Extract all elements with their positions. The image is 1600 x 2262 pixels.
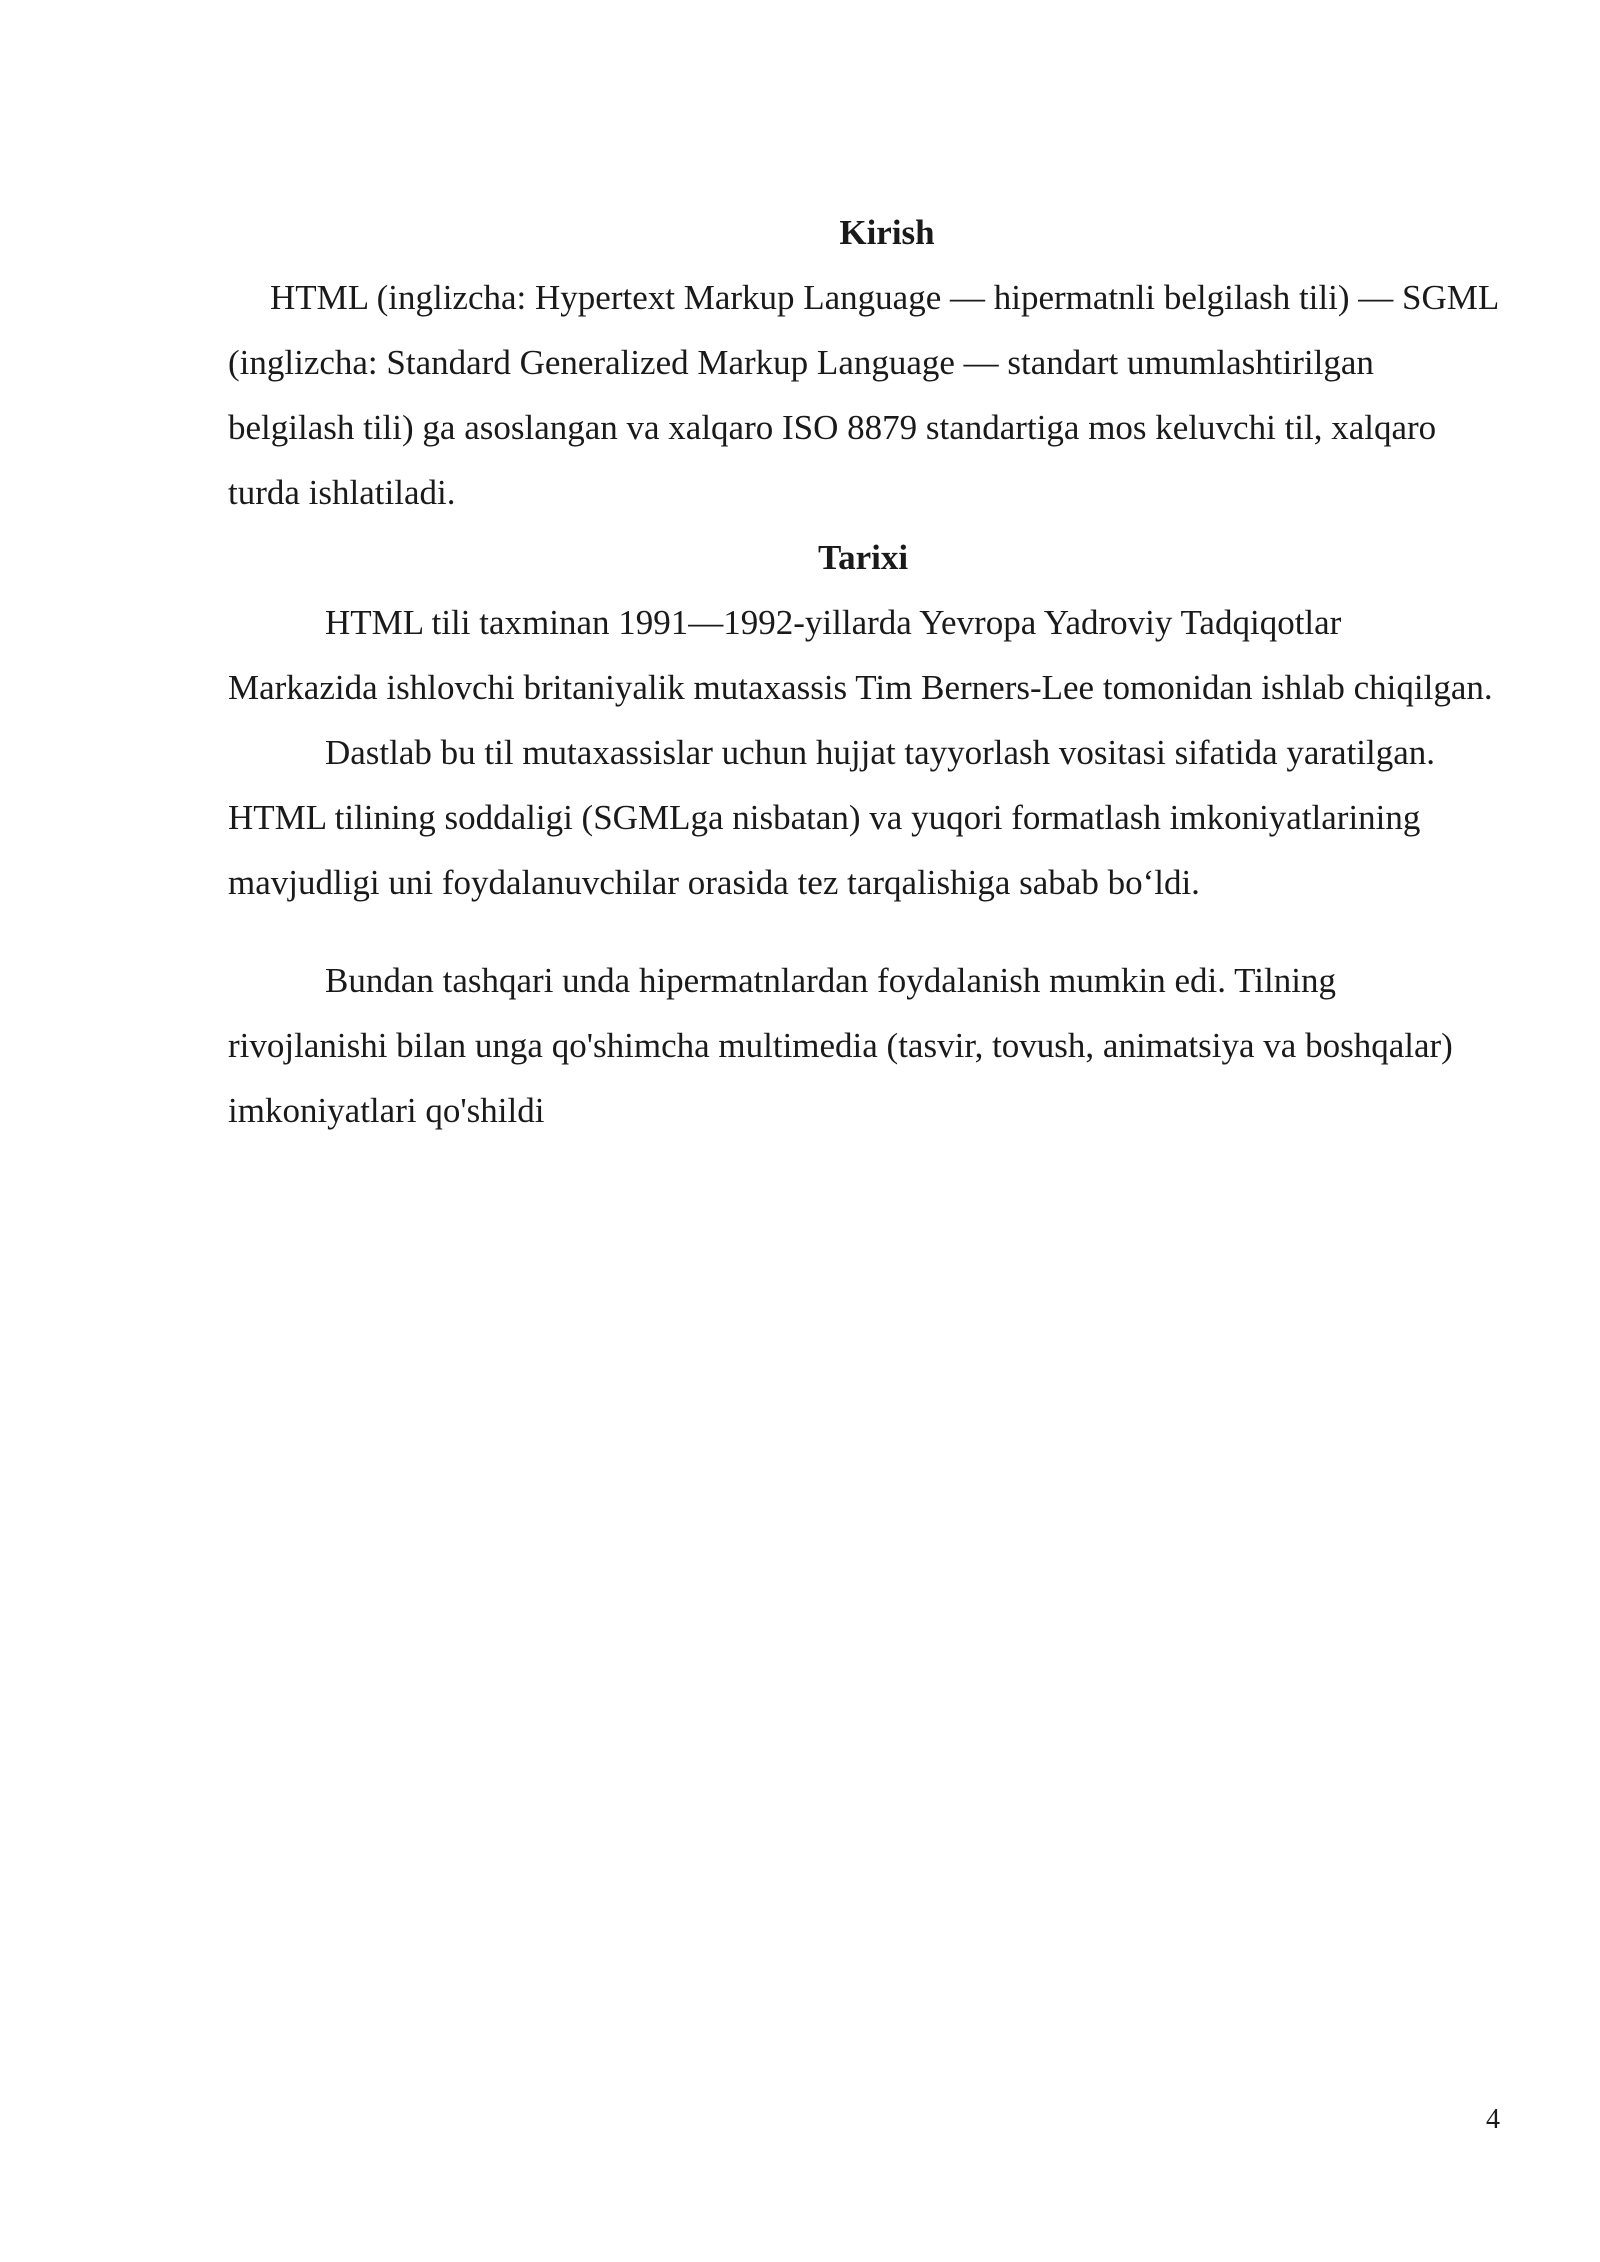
paragraph-tarixi-2: Dastlab bu til mutaxassislar uchun hujjat tayyorlash vositasi sifatida yaratilgan. HTML tilining soddaligi (SGMLga nisbatan) va yuqori formatlash imkoniyatlarining mavjudligi uni foydalanuvchilar orasida tez tarqalishiga sabab bo‘ldi. [228,733,1436,902]
paragraph-tarixi-1: HTML tili taxminan 1991—1992-yillarda Yevropa Yadroviy Tadqiqotlar Markazida ishlovchi britaniyalik mutaxassis Tim Berners-Lee tomonidan ishlab chiqilgan. [228,603,1493,707]
page-content [228,200,1498,1143]
heading-tarixi: Tarixi [817,538,909,577]
heading-kirish: Kirish [839,213,935,252]
paragraph-tarixi-3: Bundan tashqari unda hipermatnlardan foydalanish mumkin edi. Tilning rivojlanishi bilan unga qo'shimcha multimedia (tasvir, tovush, animatsiya va boshqalar) imkoniyatlari qo'shildi [228,961,1453,1130]
paragraph-kirish-1: HTML (inglizcha: Hypertext Markup Language — hipermatnli belgilash tili) — SGML (inglizcha: Standard Generalized Markup Language — standart umumlashtirilgan belgilash tili) ga asoslangan va xalqaro ISO 8879 standartiga mos keluvchi til, xalqaro turda ishlatiladi. [228,278,1498,512]
page-number: 4 [1486,2104,1500,2135]
